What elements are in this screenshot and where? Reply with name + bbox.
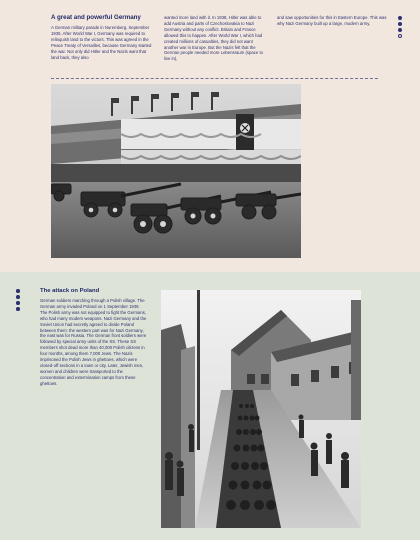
text-column-1: A German military parade in Nuremberg, September 1935. After World War I, Germany was required to relinquish land to the victors. This was agreed in the Peace Treaty of Versailles, because Germany started the war. Not only did Hitler and the Nazis want that land back, they also: [51, 25, 152, 60]
text-column-2: wanted more land with it. In 1938, Hitler was able to add Austria and parts of Czechoslovakia to Nazi Germany without any conflict. Britain and France allowed this to happen. After World War I, which had created millions of casualties, they did not want another war in Europe. But the Nazis felt that the German people needed more Lebensraum (space to live in),: [164, 15, 263, 62]
dot-icon: [16, 301, 20, 305]
page-dots-bottom: [16, 289, 22, 313]
section-title-germany: A great and powerful Germany: [51, 14, 141, 21]
soldiers-marching-photo: [161, 290, 361, 528]
dot-icon: [398, 22, 402, 26]
dot-icon: [16, 295, 20, 299]
dot-icon: [16, 289, 20, 293]
section-title-poland: The attack on Poland: [40, 288, 100, 294]
dot-icon: [398, 28, 402, 32]
text-column-poland: German soldiers marching through a Polish village. The German army invaded Poland on 1 September 1939. The Polish army was not equipped to fight the Germans, who had many modern weapons. Nazi Germany and the Soviet Union had secretly agreed to divide Poland between them: the western part was for Nazi Germany, the east was for Russia. The German front soldiers were followed by special army units of the SS. These SS members shot dead more than 40,000 Polish citizens in four months, among them 7,000 Jews. The Nazis imprisoned the Polish Jews in ghettoes, which were closed-off sections in a town or city. Later, Jewish men, women and children were transported to the concentration and extermination camps from these ghettoes.: [40, 298, 147, 386]
text-column-3: and saw opportunities for this in Eastern Europe. This was why Nazi Germany built up a large, modern army.: [277, 15, 387, 26]
page-dots-top: [398, 16, 406, 40]
dashed-divider: [51, 78, 378, 79]
hollow-dot-icon: [398, 34, 402, 38]
dot-icon: [16, 307, 20, 311]
parade-photo: [51, 84, 301, 258]
dot-icon: [398, 16, 402, 20]
